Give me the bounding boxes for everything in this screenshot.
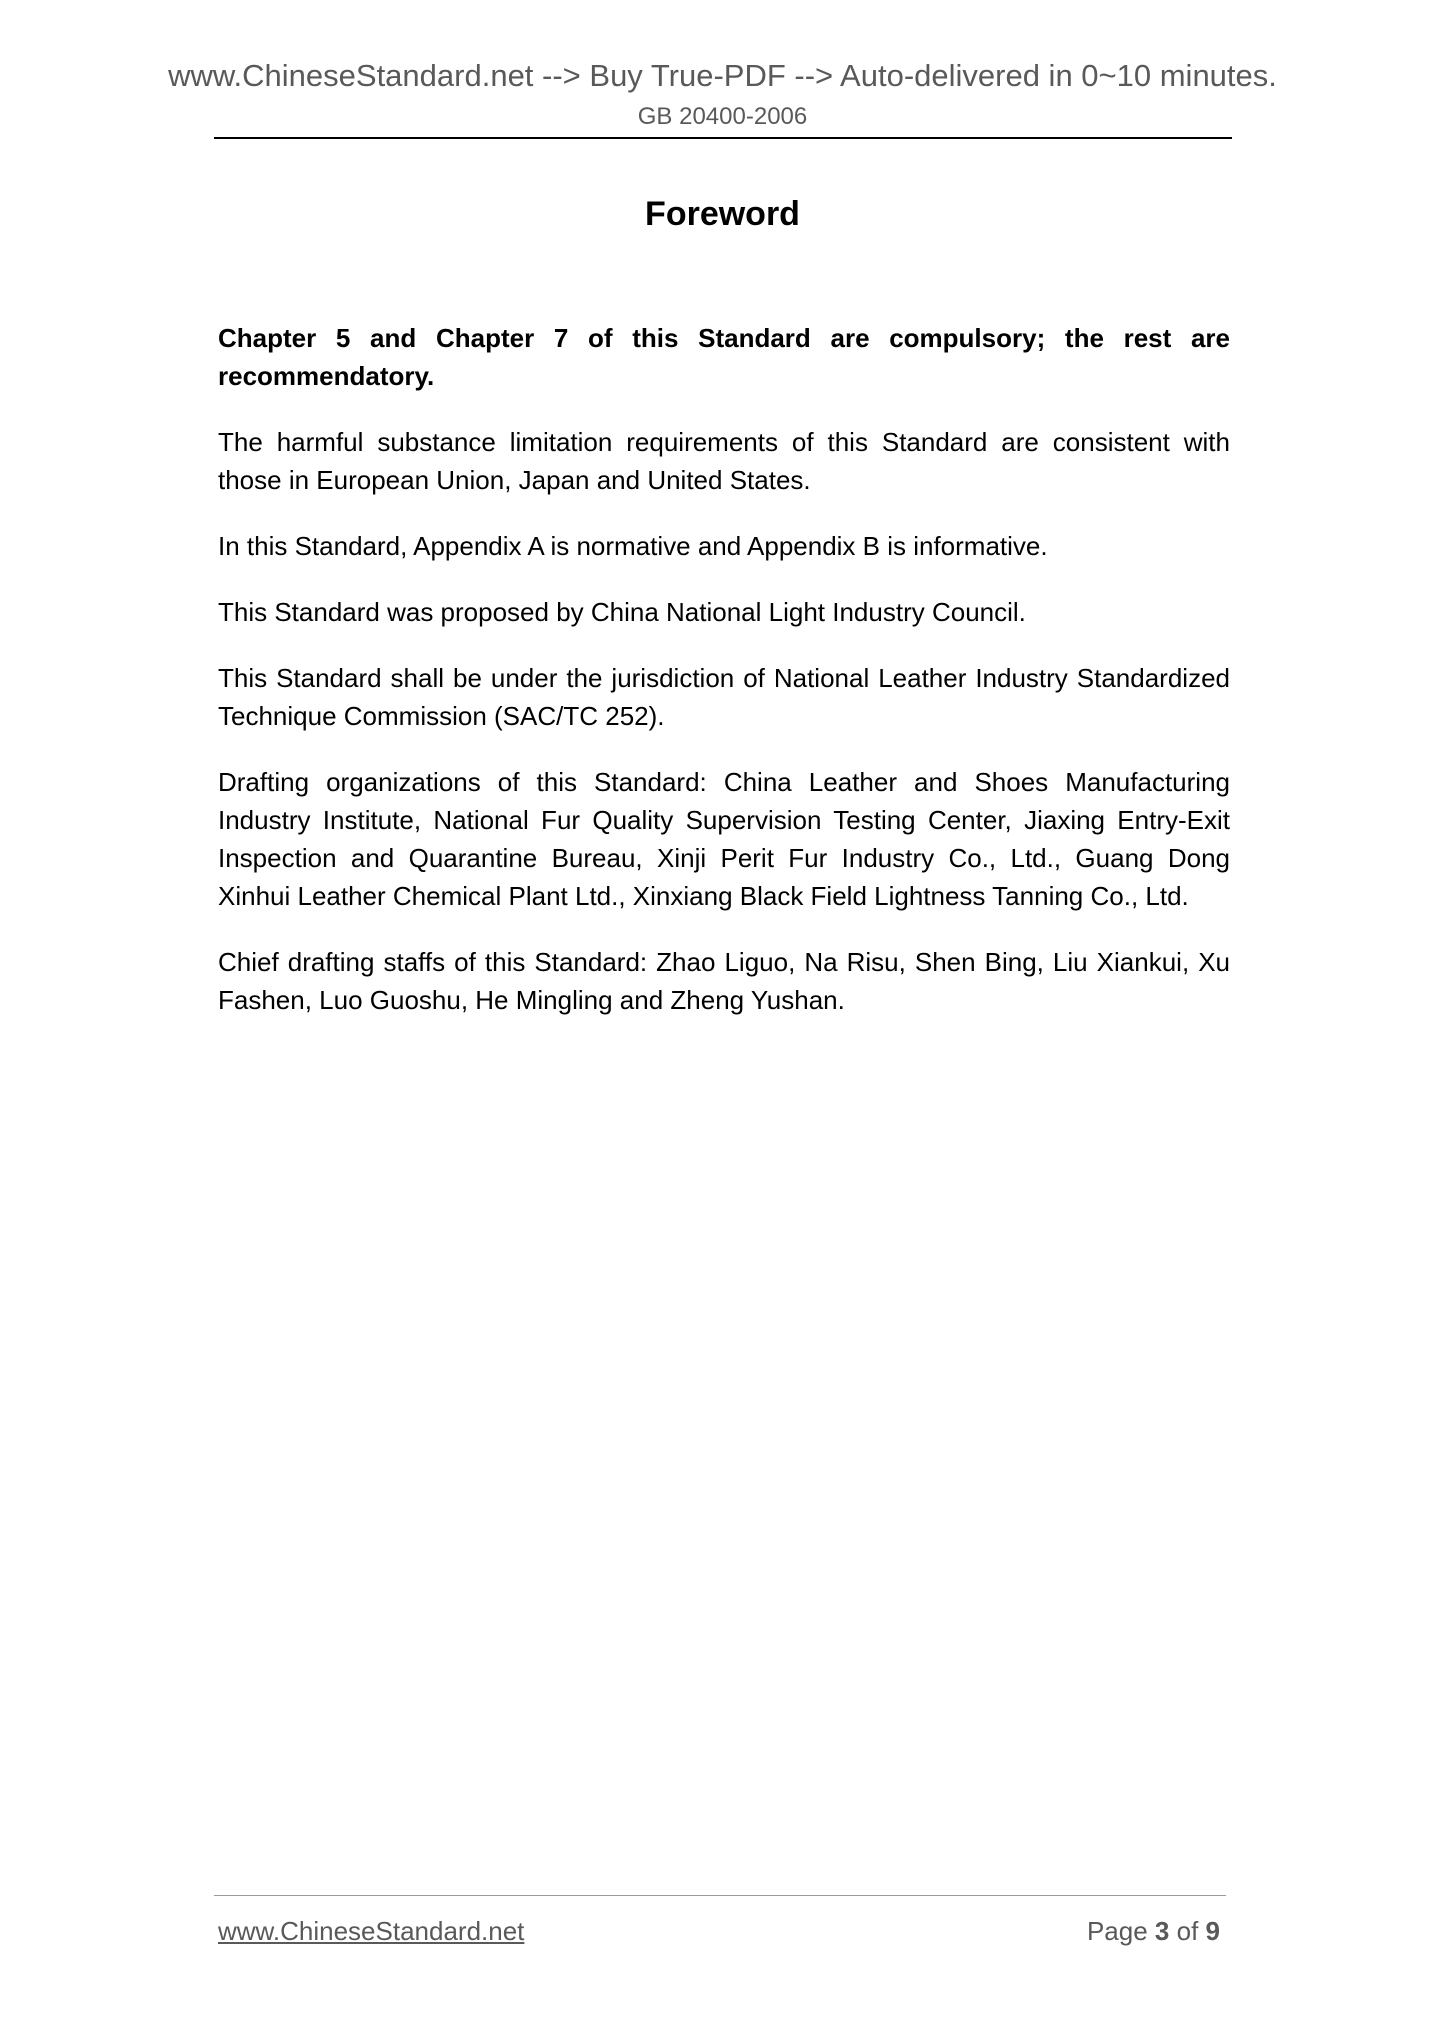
page-number	[1087, 1915, 1220, 1947]
page-label: Page	[1086, 1916, 1148, 1946]
page-title: Foreword	[645, 195, 800, 233]
paragraph-appendix: In this Standard, Appendix A is normative and Appendix B is informative.	[218, 531, 1048, 561]
header-divider	[214, 137, 1232, 139]
paragraph-drafting-organizations: Drafting organizations of this Standard: China Leather and Shoes Manufacturing Industry Institute, National Fur Quality Supervision Testing Center, Jiaxing Entry-Exit Inspection and Quarantine Bureau, Xinji Perit Fur Industry Co., Ltd., Guang Dong Xinhui Leather Chemical Plant Ltd., Xinxiang Black Field Lightness Tanning Co., Ltd.	[218, 767, 1230, 911]
paragraph-jurisdiction: This Standard shall be under the jurisdiction of National Leather Industry Standardized Technique Commission (SAC/TC 252).	[218, 663, 1230, 731]
document-id: GB 20400-2006	[637, 103, 808, 130]
page-total: 9	[1205, 1916, 1220, 1946]
page-of: of	[1176, 1916, 1199, 1946]
page-current: 3	[1154, 1916, 1170, 1946]
foreword-body	[218, 319, 1230, 1047]
paragraph-harmful-substance: The harmful substance limitation requirements of this Standard are consistent with those in European Union, Japan and United States.	[218, 427, 1230, 495]
paragraph-compulsory-chapters: Chapter 5 and Chapter 7 of this Standard are compulsory; the rest are recommendatory.	[218, 323, 1230, 391]
footer-website-link[interactable]: www.ChineseStandard.net	[218, 1916, 525, 1946]
paragraph-chief-drafters: Chief drafting staffs of this Standard: Zhao Liguo, Na Risu, Shen Bing, Liu Xiankui, Xu Fashen, Luo Guoshu, He Mingling and Zheng Yushan.	[218, 947, 1230, 1015]
top-banner: www.ChineseStandard.net --> Buy True-PDF --> Auto-delivered in 0~10 minutes.	[168, 58, 1277, 93]
paragraph-proposed-by: This Standard was proposed by China National Light Industry Council.	[218, 597, 1026, 627]
footer-divider	[214, 1895, 1226, 1896]
